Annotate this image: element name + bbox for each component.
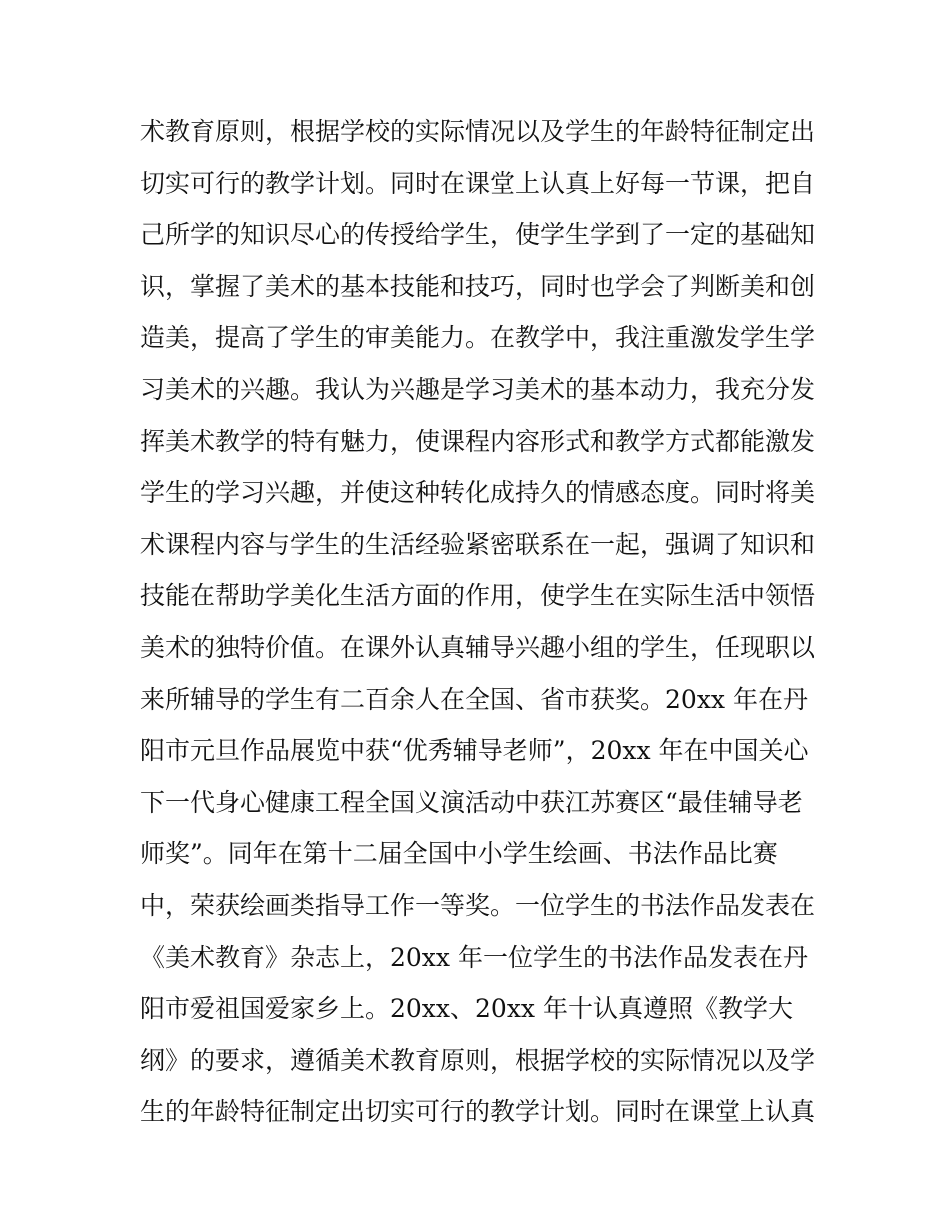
text-line: 阳市元旦作品展览中获“优秀辅导老师”，20xx 年在中国关心 xyxy=(140,736,809,766)
text-line: 生的年龄特征制定出切实可行的教学计划。同时在课堂上认真 xyxy=(140,1097,816,1127)
text-line: 中，荣获绘画类指导工作一等奖。一位学生的书法作品发表在 xyxy=(140,890,816,920)
text-line: 来所辅导的学生有二百余人在全国、省市获奖。20xx 年在丹 xyxy=(140,684,808,714)
body-text xyxy=(140,106,820,1138)
text-line: 美术的独特价值。在课外认真辅导兴趣小组的学生，任现职以 xyxy=(140,632,816,662)
text-line: 技能在帮助学美化生活方面的作用，使学生在实际生活中领悟 xyxy=(140,581,816,611)
text-line: 术课程内容与学生的生活经验紧密联系在一起，强调了知识和 xyxy=(140,529,816,559)
text-line: 造美，提高了学生的审美能力。在教学中，我注重激发学生学 xyxy=(140,323,816,353)
text-line: 阳市爱祖国爱家乡上。20xx、20xx 年十认真遵照《教学大 xyxy=(140,994,793,1024)
text-line: 习美术的兴趣。我认为兴趣是学习美术的基本动力，我充分发 xyxy=(140,374,816,404)
text-line: 挥美术教学的特有魅力，使课程内容形式和教学方式都能激发 xyxy=(140,426,816,456)
text-line: 师奖”。同年在第十二届全国中小学生绘画、书法作品比赛 xyxy=(140,839,778,869)
text-line: 术教育原则，根据学校的实际情况以及学生的年龄特征制定出 xyxy=(140,117,816,146)
text-line: 纲》的要求，遵循美术教育原则，根据学校的实际情况以及学 xyxy=(140,1045,816,1075)
text-line: 《美术教育》杂志上，20xx 年一位学生的书法作品发表在丹 xyxy=(140,942,808,972)
text-line: 下一代身心健康工程全国义演活动中获江苏赛区“最佳辅导老 xyxy=(140,787,803,817)
text-line: 切实可行的教学计划。同时在课堂上认真上好每一节课，把自 xyxy=(140,168,816,198)
text-line: 识，掌握了美术的基本技能和技巧，同时也学会了判断美和创 xyxy=(140,271,816,301)
text-line: 学生的学习兴趣，并使这种转化成持久的情感态度。同时将美 xyxy=(140,478,816,508)
text-line: 己所学的知识尽心的传授给学生，使学生学到了一定的基础知 xyxy=(140,220,816,250)
